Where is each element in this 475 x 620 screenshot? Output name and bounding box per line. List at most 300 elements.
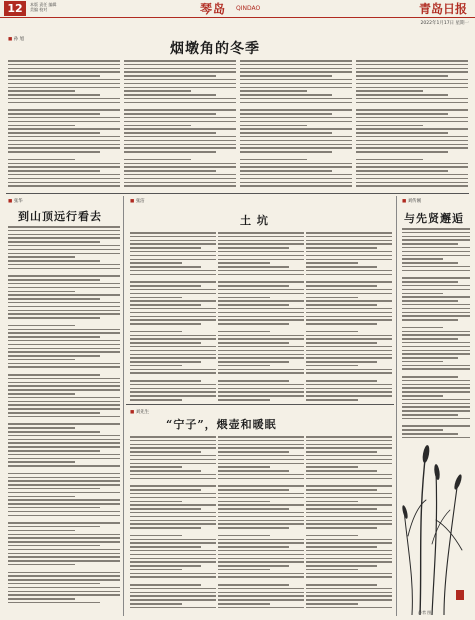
text-line: [8, 117, 120, 119]
text-line: [306, 266, 377, 268]
text-line: [240, 170, 332, 172]
text-line: [218, 289, 304, 291]
text-line: [218, 365, 270, 367]
text-line: [218, 259, 304, 261]
text-line: [8, 484, 120, 486]
text-line: [240, 147, 352, 149]
text-line: [356, 151, 448, 153]
text-line: [8, 378, 120, 380]
text-line: [124, 109, 236, 111]
text-line: [8, 370, 120, 372]
text-line: [240, 94, 332, 96]
text-line: [356, 79, 468, 81]
text-line: [8, 256, 75, 258]
text-line: [306, 354, 392, 356]
text-line: [130, 440, 216, 442]
text-line: [306, 289, 392, 291]
text-line: [130, 485, 216, 487]
text-line: [218, 262, 270, 264]
text-line: [8, 393, 75, 395]
text-line: [402, 361, 443, 363]
text-line: [8, 397, 120, 399]
text-line: [306, 523, 392, 525]
text-line: [218, 550, 304, 552]
text-line: [306, 436, 392, 438]
text-line: [306, 278, 392, 280]
text-line: [218, 278, 304, 280]
text-line: [8, 60, 120, 62]
text-line: [8, 71, 120, 73]
text-line: [306, 440, 392, 442]
article-1-col-1: [8, 60, 120, 189]
text-line: [8, 79, 120, 81]
text-line: [8, 556, 120, 558]
text-line: [356, 75, 448, 77]
text-line: [218, 338, 304, 340]
text-line: [8, 359, 75, 361]
designer-line: 美编 校对: [30, 7, 48, 12]
text-line: [218, 527, 289, 529]
text-line: [130, 232, 216, 234]
text-line: [306, 391, 392, 393]
text-line: [218, 447, 304, 449]
text-line: [8, 234, 120, 236]
text-line: [8, 477, 120, 479]
text-line: [218, 300, 304, 302]
text-line: [8, 518, 120, 520]
text-line: [130, 474, 216, 476]
text-line: [306, 380, 377, 382]
text-line: [124, 140, 236, 142]
text-line: [130, 281, 216, 283]
article-3-title: 土 坑: [240, 214, 269, 227]
text-line: [240, 75, 332, 77]
text-line: [8, 537, 120, 539]
text-line: [356, 113, 448, 115]
text-line: [402, 274, 470, 276]
text-line: [306, 501, 358, 503]
text-line: [130, 436, 216, 438]
text-line: [218, 523, 304, 525]
article-3-author: ■ 张洁: [130, 198, 145, 204]
text-line: [8, 579, 120, 581]
text-line: [130, 516, 216, 518]
text-line: [8, 450, 100, 452]
text-line: [130, 312, 216, 314]
text-line: [306, 255, 392, 257]
text-line: [218, 592, 304, 594]
text-line: [218, 599, 304, 601]
text-line: [240, 117, 352, 119]
text-line: [306, 300, 392, 302]
text-line: [8, 416, 120, 418]
text-line: [8, 260, 100, 262]
text-line: [306, 293, 392, 295]
text-line: [8, 560, 120, 562]
text-line: [8, 541, 120, 543]
text-line: [306, 497, 392, 499]
text-line: [124, 87, 236, 89]
text-line: [8, 469, 120, 471]
text-line: [130, 327, 216, 329]
text-line: [218, 444, 304, 446]
text-line: [8, 435, 120, 437]
text-line: [402, 308, 470, 310]
text-line: [130, 399, 182, 401]
text-line: [8, 249, 120, 251]
text-line: [8, 583, 100, 585]
text-line: [356, 163, 468, 165]
text-line: [218, 331, 270, 333]
text-line: [124, 136, 236, 138]
text-line: [8, 530, 75, 532]
text-line: [130, 259, 216, 261]
artwork-caption: 芦苇 图: [418, 610, 432, 615]
text-line: [8, 553, 120, 555]
text-line: [130, 584, 201, 586]
text-line: [218, 451, 289, 453]
text-line: [306, 335, 392, 337]
text-line: [218, 516, 304, 518]
text-line: [356, 90, 423, 92]
text-line: [130, 599, 216, 601]
text-line: [8, 155, 120, 157]
text-line: [8, 431, 100, 433]
text-line: [218, 440, 304, 442]
text-line: [306, 485, 392, 487]
right-column-rule: [396, 196, 397, 616]
text-line: [130, 451, 201, 453]
text-line: [8, 291, 75, 293]
text-line: [306, 599, 392, 601]
text-line: [356, 94, 448, 96]
text-line: [8, 488, 100, 490]
article-2-col-1: [8, 226, 120, 606]
text-line: [124, 182, 236, 184]
text-line: [306, 603, 358, 605]
text-line: [8, 591, 120, 593]
text-line: [124, 71, 236, 73]
text-line: [8, 389, 120, 391]
text-line: [218, 247, 289, 249]
text-line: [8, 144, 120, 146]
text-line: [8, 94, 100, 96]
text-line: [8, 140, 120, 142]
text-line: [218, 504, 304, 506]
text-line: [130, 508, 201, 510]
article-1-author: ■ 孙 旭: [8, 36, 24, 42]
text-line: [240, 174, 352, 176]
text-line: [124, 79, 236, 81]
text-line: [402, 247, 470, 249]
text-line: [402, 281, 458, 283]
text-line: [402, 239, 470, 241]
text-line: [218, 497, 304, 499]
text-line: [130, 331, 182, 333]
text-line: [306, 251, 392, 253]
text-line: [130, 293, 216, 295]
text-line: [218, 493, 304, 495]
text-line: [218, 255, 304, 257]
text-line: [124, 170, 216, 172]
text-line: [356, 83, 468, 85]
text-line: [8, 230, 120, 232]
text-line: [306, 478, 392, 480]
text-line: [356, 98, 468, 100]
text-line: [306, 346, 392, 348]
text-line: [218, 361, 289, 363]
text-line: [8, 572, 120, 574]
text-line: [306, 558, 392, 560]
text-line: [306, 361, 377, 363]
text-line: [306, 270, 392, 272]
text-line: [8, 404, 120, 406]
text-line: [240, 178, 352, 180]
text-line: [306, 482, 392, 484]
text-line: [402, 258, 443, 260]
text-line: [130, 595, 216, 597]
text-line: [8, 423, 120, 425]
text-line: [8, 113, 100, 115]
text-line: [8, 526, 100, 528]
text-line: [356, 147, 468, 149]
text-line: [8, 121, 120, 123]
text-line: [8, 147, 120, 149]
text-line: [306, 527, 377, 529]
text-line: [218, 323, 289, 325]
text-line: [218, 474, 304, 476]
text-line: [218, 588, 304, 590]
text-line: [402, 429, 443, 431]
text-line: [130, 380, 201, 382]
text-line: [306, 259, 392, 261]
text-line: [306, 262, 358, 264]
text-line: [218, 297, 270, 299]
text-line: [306, 565, 377, 567]
text-line: [218, 266, 289, 268]
text-line: [130, 300, 216, 302]
text-line: [402, 346, 470, 348]
text-line: [218, 327, 304, 329]
text-line: [240, 159, 307, 161]
text-line: [124, 106, 236, 108]
text-line: [8, 385, 120, 387]
text-line: [306, 489, 377, 491]
text-line: [8, 268, 120, 270]
text-line: [306, 459, 392, 461]
text-line: [306, 474, 392, 476]
text-line: [218, 478, 304, 480]
text-line: [130, 354, 216, 356]
text-line: [218, 561, 304, 563]
text-line: [240, 163, 352, 165]
text-line: [306, 395, 392, 397]
text-line: [130, 323, 201, 325]
article-1-col-2: [124, 60, 236, 189]
text-line: [356, 102, 468, 104]
text-line: [402, 368, 470, 370]
text-line: [130, 388, 216, 390]
text-line: [130, 342, 201, 344]
text-line: [356, 64, 468, 66]
text-line: [402, 384, 470, 386]
article-4-author: ■ 刘传刚: [402, 198, 421, 204]
text-line: [402, 255, 470, 257]
text-line: [402, 422, 470, 424]
text-line: [130, 592, 216, 594]
text-line: [218, 463, 304, 465]
text-line: [8, 170, 100, 172]
text-line: [124, 75, 216, 77]
text-line: [306, 384, 392, 386]
text-line: [124, 128, 236, 130]
text-line: [356, 132, 448, 134]
text-line: [218, 270, 304, 272]
text-line: [402, 342, 470, 344]
article-5-col-1: [130, 436, 216, 611]
text-line: [356, 125, 423, 127]
article-3-col-3: [306, 232, 392, 403]
text-line: [130, 603, 182, 605]
text-line: [306, 342, 377, 344]
text-line: [356, 109, 468, 111]
text-line: [218, 573, 304, 575]
text-line: [8, 264, 120, 266]
text-line: [218, 470, 289, 472]
text-line: [8, 351, 120, 353]
text-line: [356, 136, 468, 138]
text-line: [306, 569, 358, 571]
text-line: [124, 178, 236, 180]
text-line: [402, 391, 470, 393]
text-line: [8, 313, 120, 315]
text-line: [218, 512, 304, 514]
text-line: [356, 174, 468, 176]
text-line: [124, 166, 236, 168]
text-line: [356, 178, 468, 180]
text-line: [130, 569, 182, 571]
text-line: [8, 302, 120, 304]
text-line: [218, 240, 304, 242]
text-line: [218, 546, 289, 548]
text-line: [306, 274, 392, 276]
text-line: [218, 308, 304, 310]
text-line: [402, 289, 470, 291]
text-line: [240, 87, 352, 89]
text-line: [356, 166, 468, 168]
text-line: [8, 598, 75, 600]
text-line: [218, 466, 270, 468]
text-line: [240, 113, 332, 115]
text-line: [130, 470, 201, 472]
text-line: [402, 251, 470, 253]
text-line: [8, 348, 120, 350]
text-line: [306, 388, 392, 390]
text-line: [8, 90, 75, 92]
text-line: [8, 374, 100, 376]
text-line: [124, 155, 236, 157]
text-line: [8, 545, 100, 547]
text-line: [8, 442, 120, 444]
text-line: [8, 344, 120, 346]
text-line: [130, 266, 201, 268]
text-line: [306, 550, 392, 552]
text-line: [130, 369, 216, 371]
text-line: [356, 121, 468, 123]
text-line: [306, 327, 392, 329]
text-line: [356, 140, 468, 142]
text-line: [240, 109, 352, 111]
text-line: [218, 335, 304, 337]
text-line: [218, 455, 304, 457]
text-line: [124, 125, 191, 127]
text-line: [356, 128, 468, 130]
text-line: [402, 365, 470, 367]
text-line: [306, 561, 392, 563]
text-line: [124, 147, 236, 149]
text-line: [124, 90, 191, 92]
text-line: [306, 542, 392, 544]
text-line: [8, 325, 75, 327]
text-line: [240, 102, 352, 104]
text-line: [130, 478, 216, 480]
text-line: [8, 382, 120, 384]
text-line: [306, 512, 392, 514]
editor-line: 本版 责任 编辑: [30, 2, 57, 7]
text-line: [124, 185, 236, 187]
text-line: [8, 465, 120, 467]
text-line: [402, 376, 458, 378]
text-line: [130, 278, 216, 280]
text-line: [306, 243, 392, 245]
text-line: [402, 372, 470, 374]
text-line: [402, 331, 470, 333]
text-line: [356, 68, 468, 70]
text-line: [218, 274, 304, 276]
text-line: [8, 454, 120, 456]
text-line: [130, 365, 182, 367]
text-line: [240, 90, 307, 92]
text-line: [130, 535, 182, 537]
text-line: [402, 228, 470, 230]
text-line: [306, 455, 392, 457]
text-line: [240, 106, 352, 108]
text-line: [8, 159, 75, 161]
text-line: [218, 542, 304, 544]
text-line: [8, 587, 120, 589]
text-line: [8, 132, 100, 134]
text-line: [8, 321, 120, 323]
text-line: [402, 296, 470, 298]
text-line: [8, 275, 120, 277]
text-line: [8, 294, 120, 296]
article-5-col-3: [306, 436, 392, 611]
text-line: [218, 399, 270, 401]
text-line: [8, 507, 100, 509]
text-line: [240, 140, 352, 142]
text-line: [8, 125, 75, 127]
text-line: [240, 144, 352, 146]
text-line: [124, 121, 236, 123]
text-line: [124, 174, 236, 176]
text-line: [218, 531, 304, 533]
text-line: [218, 584, 289, 586]
text-line: [306, 281, 392, 283]
text-line: [218, 535, 270, 537]
text-line: [130, 319, 216, 321]
text-line: [130, 236, 216, 238]
text-line: [240, 121, 352, 123]
